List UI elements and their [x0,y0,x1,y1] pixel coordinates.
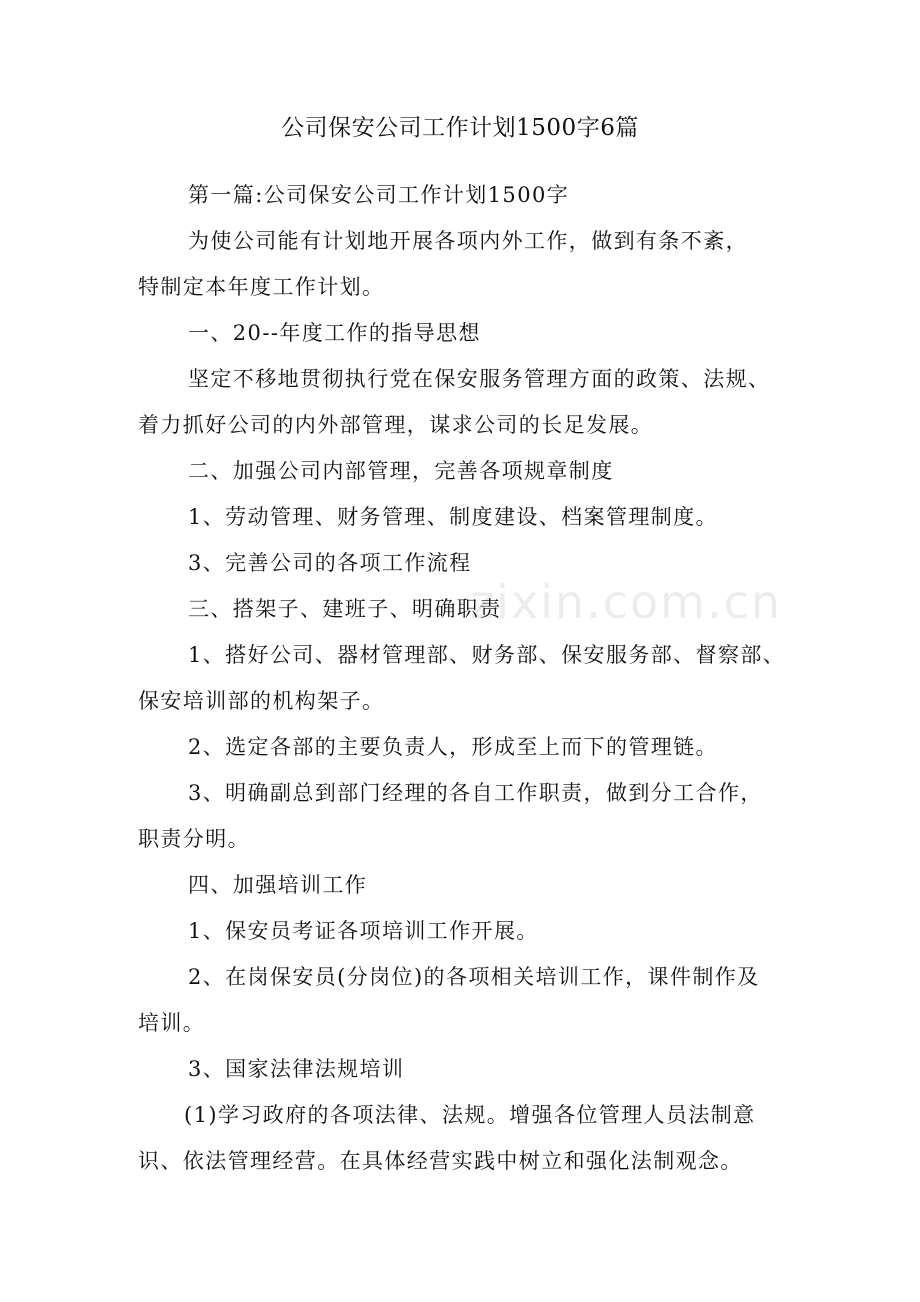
list-item: 2、在岗保安员(分岗位)的各项相关培训工作，课件制作及 [188,965,760,989]
paragraph-line: 着力抓好公司的内外部管理，谋求公司的长足发展。 [138,413,654,437]
paragraph-line: 职责分明。 [138,827,250,851]
paragraph-line: 培训。 [138,1011,206,1035]
paragraph-line: 识、依法管理经营。在具体经营实践中树立和强化法制观念。 [138,1149,743,1173]
paragraph-line: 坚定不移地贯彻执行党在保安服务管理方面的政策、法规、 [188,367,771,391]
document-title: 公司保安公司工作计划1500字6篇 [281,115,639,141]
list-item: 1、搭好公司、器材管理部、财务部、保安服务部、督察部、 [188,643,786,667]
section-heading: 二、加强公司内部管理，完善各项规章制度 [188,459,614,483]
list-item: 1、劳动管理、财务管理、制度建设、档案管理制度。 [188,505,718,529]
paragraph-line: 为使公司能有计划地开展各项内外工作，做到有条不紊， [188,229,748,253]
paragraph-line: 保安培训部的机构架子。 [138,689,385,713]
list-item: 2、选定各部的主要负责人，形成至上而下的管理链。 [188,735,718,759]
list-item: 3、明确副总到部门经理的各自工作职责，做到分工合作， [188,781,763,805]
paragraph-line: 第一篇:公司保安公司工作计划1500字 [188,183,570,207]
paragraph-line: 特制定本年度工作计划。 [138,275,385,299]
section-heading: 四、加强培训工作 [188,873,368,897]
list-item: 3、国家法律法规培训 [188,1057,405,1081]
watermark: zixin.com.cn [470,575,783,629]
list-item: 1、保安员考证各项培训工作开展。 [188,919,539,943]
section-heading: 一、20--年度工作的指导思想 [188,321,481,345]
section-heading: 三、搭架子、建班子、明确职责 [188,597,502,621]
list-item: (1)学习政府的各项法律、法规。增强各位管理人员法制意 [184,1103,756,1127]
list-item: 3、完善公司的各项工作流程 [188,551,472,575]
document-body [138,172,798,1184]
